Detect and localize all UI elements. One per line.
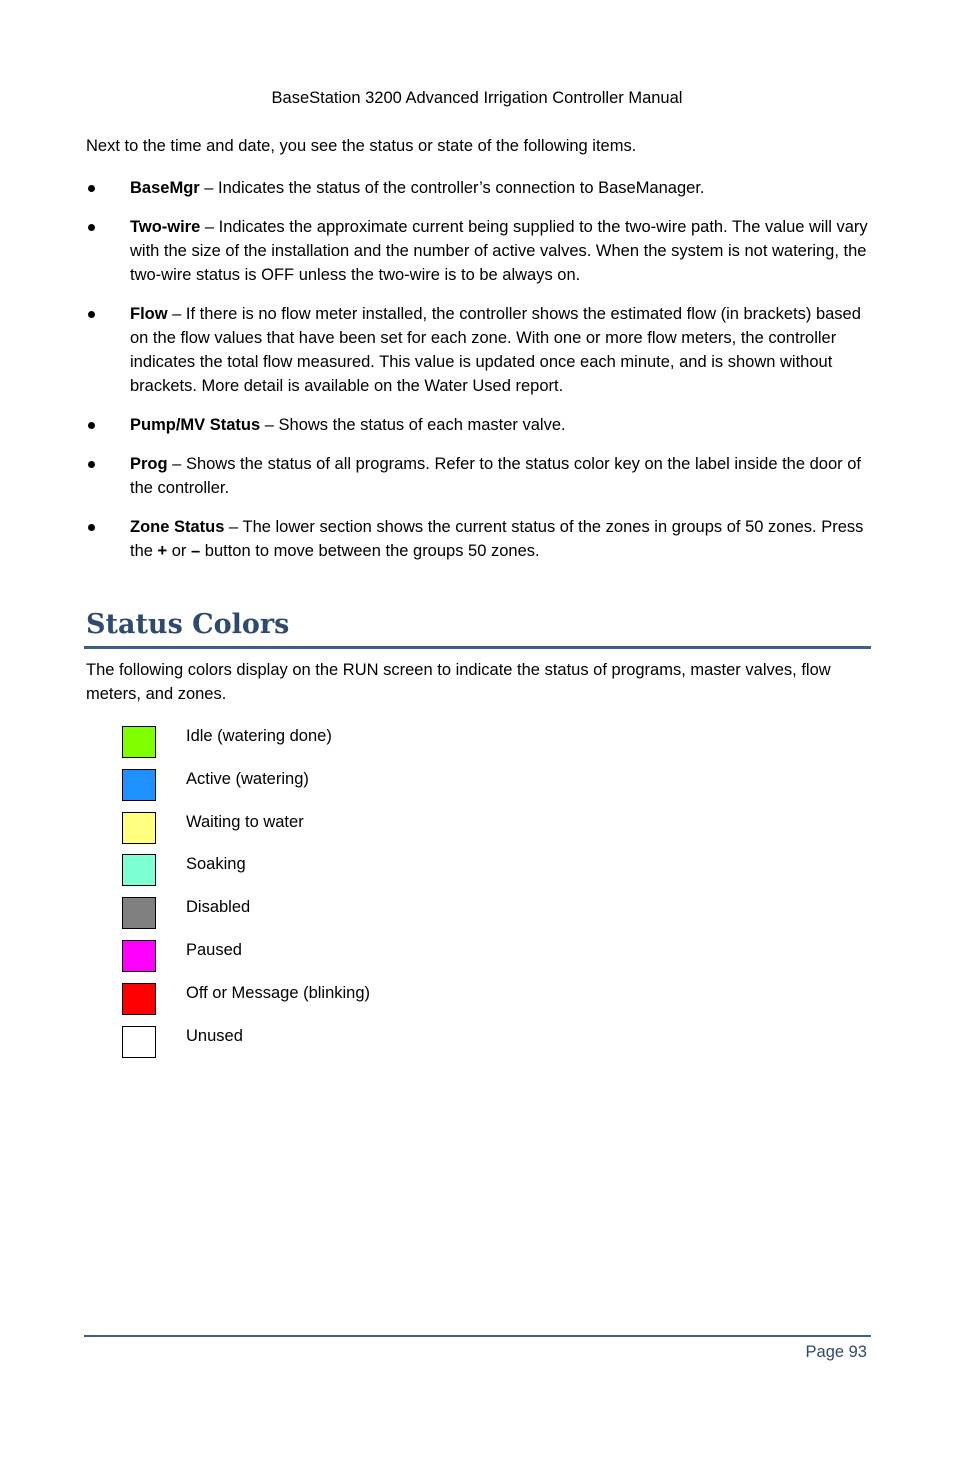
bullet-icon xyxy=(88,311,95,318)
legend-label: Waiting to water xyxy=(186,812,304,831)
item-term: Flow xyxy=(130,305,168,323)
status-color-legend xyxy=(122,726,622,1068)
section-intro-paragraph: The following colors display on the RUN screen to indicate the status of programs, master valves, flow meters, and zones. xyxy=(86,661,831,703)
list-item-zone-status xyxy=(86,515,876,563)
list-item-two-wire xyxy=(86,215,876,287)
item-description: – If there is no flow meter installed, the controller shows the estimated flow (in brackets) based on the flow values that have been set for each zone. With one or more flow meters, the controller indicates the total flow measured. This value is updated once each minute, and is shown without brackets. More detail is available on the Water Used report. xyxy=(130,305,861,395)
bullet-icon xyxy=(88,185,95,192)
list-item-flow xyxy=(86,302,876,398)
color-swatch xyxy=(122,983,156,1015)
page-number: Page 93 xyxy=(805,1343,867,1361)
running-header: BaseStation 3200 Advanced Irrigation Controller Manual xyxy=(271,89,683,107)
bullet-icon xyxy=(88,524,95,531)
item-description-tail: button to move between the groups 50 zones. xyxy=(200,542,540,560)
legend-row-idle xyxy=(122,726,622,769)
minus-symbol: – xyxy=(191,542,201,560)
legend-row-soaking xyxy=(122,854,622,897)
item-description: – The lower section shows the current status of the zones in groups of 50 zones. Press the xyxy=(130,518,864,560)
intro-paragraph: Next to the time and date, you see the status or state of the following items. xyxy=(86,137,637,155)
color-swatch xyxy=(122,812,156,844)
legend-row-paused xyxy=(122,940,622,983)
color-swatch xyxy=(122,897,156,929)
status-items-list xyxy=(86,176,876,578)
plus-symbol: + xyxy=(157,542,168,560)
item-term: Two-wire xyxy=(130,218,201,236)
item-term: BaseMgr xyxy=(130,179,200,197)
legend-label: Off or Message (blinking) xyxy=(186,983,371,1002)
footer-divider xyxy=(84,1335,871,1337)
item-description: – Indicates the status of the controller’s connection to BaseManager. xyxy=(199,179,705,197)
legend-row-unused xyxy=(122,1026,622,1069)
list-item-prog xyxy=(86,452,876,500)
legend-row-active xyxy=(122,769,622,812)
bullet-icon xyxy=(88,422,95,429)
color-swatch xyxy=(122,940,156,972)
legend-row-off-or-message xyxy=(122,983,622,1026)
item-description-mid: or xyxy=(167,542,192,560)
legend-row-disabled xyxy=(122,897,622,940)
legend-label: Active (watering) xyxy=(186,769,309,788)
item-term: Prog xyxy=(130,455,168,473)
list-item-pump-mv-status xyxy=(86,413,876,437)
bullet-icon xyxy=(88,461,95,468)
legend-label: Unused xyxy=(186,1026,243,1045)
color-swatch xyxy=(122,854,156,886)
legend-row-waiting xyxy=(122,812,622,855)
list-item-basemgr xyxy=(86,176,876,200)
item-term: Zone Status xyxy=(130,518,225,536)
color-swatch xyxy=(122,769,156,801)
color-swatch xyxy=(122,726,156,758)
item-description: – Shows the status of each master valve. xyxy=(260,416,566,434)
color-swatch xyxy=(122,1026,156,1058)
heading-divider xyxy=(84,646,871,649)
legend-label: Idle (watering done) xyxy=(186,727,332,745)
legend-label: Paused xyxy=(186,940,242,959)
bullet-icon xyxy=(88,224,95,231)
section-heading: Status Colors xyxy=(86,609,290,640)
legend-label: Disabled xyxy=(186,898,251,917)
legend-label: Soaking xyxy=(186,855,246,874)
item-term: Pump/MV Status xyxy=(130,416,261,434)
item-description: – Indicates the approximate current being supplied to the two-wire path. The value will vary with the size of the installation and the number of active valves. When the system is not watering, the two-wire status is OFF unless the two-wire is to be always on. xyxy=(130,218,868,284)
item-description: – Shows the status of all programs. Refer to the status color key on the label inside the door of the controller. xyxy=(130,455,861,497)
